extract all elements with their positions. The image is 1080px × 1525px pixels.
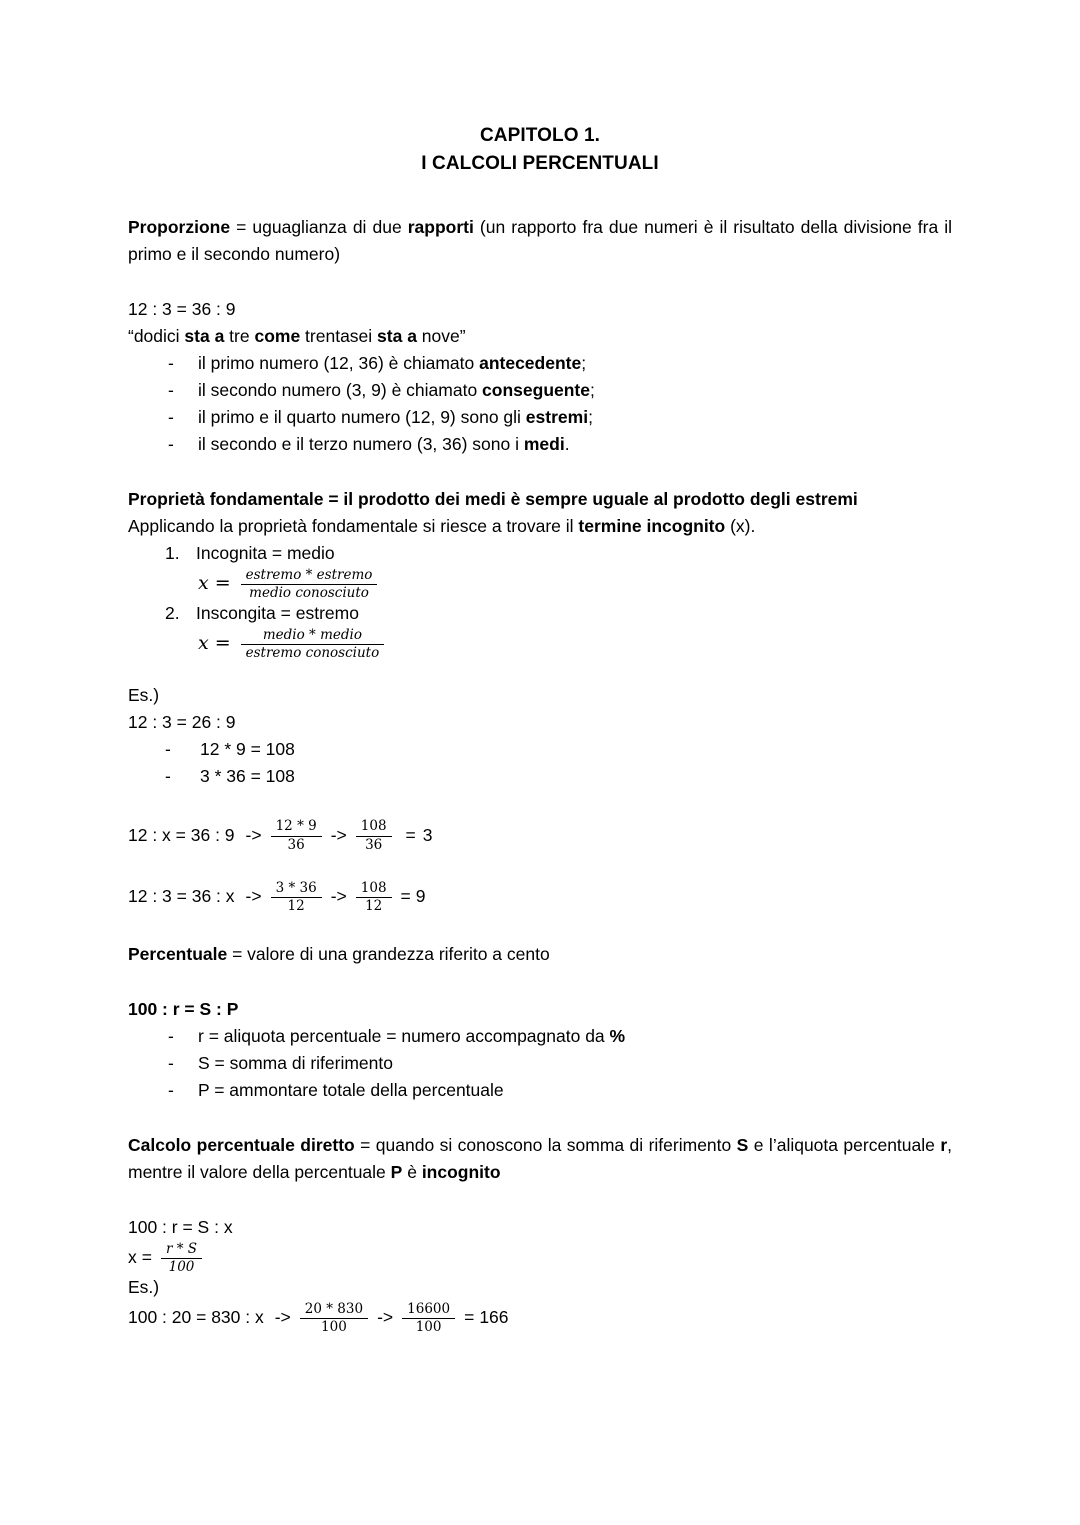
- percentuale-formula: [128, 996, 952, 1023]
- fraction-numerator: 20 * 830: [304, 1301, 364, 1318]
- spacer: [128, 178, 952, 214]
- calcolo-diretto-proportion: 100 : r = S : x: [128, 1216, 233, 1237]
- fraction-denominator: 100: [402, 1318, 455, 1335]
- spacer: [128, 790, 952, 818]
- dash-bullet-icon: -: [165, 766, 171, 787]
- list-item-text: r = aliquota percentuale = numero accompagnato da: [198, 1025, 610, 1046]
- arrow-2: ->: [330, 885, 347, 906]
- esempio1-products-list: [128, 736, 952, 790]
- spacer: [128, 660, 952, 682]
- list-item-text: il secondo numero (3, 9) è chiamato: [198, 380, 483, 400]
- fraction: [271, 819, 322, 852]
- reading-mid-2: trentasei: [300, 326, 378, 346]
- formula-variable: x: [198, 632, 209, 655]
- termine-incognito-term: termine incognito: [578, 516, 726, 536]
- list-item-text: S = somma di riferimento: [198, 1052, 393, 1073]
- proprieta-heading-text: Proprietà fondamentale = il prodotto dei medi è sempre uguale al prodotto degli estremi: [128, 489, 858, 509]
- proporzione-definition-text: = uguaglianza di due: [230, 217, 408, 237]
- fraction-denominator: 100: [161, 1258, 202, 1275]
- spacer: [128, 1104, 952, 1132]
- reading-mid-1: tre: [224, 326, 255, 346]
- worked-proportion: 100 : 20 = 830 : x: [128, 1307, 264, 1328]
- list-item-label: Inscongita = estremo: [196, 603, 359, 624]
- list-item-emphasis: medi: [523, 434, 565, 454]
- percentuale-formula-text: 100 : r = S : P: [128, 998, 239, 1019]
- reading-close: nove”: [416, 326, 466, 346]
- list-item: [128, 763, 952, 790]
- list-item-text: il primo numero (12, 36) è chiamato: [198, 353, 480, 373]
- fraction: [271, 881, 322, 914]
- spacer: [128, 458, 952, 486]
- calcolo-diretto-paragraph: [128, 1132, 952, 1186]
- spacer: [128, 852, 952, 880]
- list-item-label: Incognita = medio: [196, 543, 335, 563]
- dash-bullet-icon: -: [168, 434, 174, 454]
- calcolo-diretto-example-label: Es.): [128, 1277, 160, 1298]
- list-item-text: P = ammontare totale della percentuale: [198, 1079, 504, 1100]
- fraction: [241, 628, 385, 661]
- list-item: [128, 540, 952, 567]
- proprieta-fondamentale-heading: [128, 486, 952, 513]
- solve-estremo-proportion: 12 : 3 = 36 : x: [128, 885, 235, 906]
- proporzione-definition-paragraph: [128, 214, 952, 268]
- worked-result: 166: [479, 1307, 509, 1328]
- list-item-text: il primo e il quarto numero (12, 9) sono gli: [198, 407, 526, 427]
- chapter-title: CAPITOLO 1.: [479, 125, 601, 146]
- list-item-number: 1.: [165, 543, 180, 563]
- fraction: [300, 1302, 368, 1335]
- proporzione-example-equation: 12 : 3 = 36 : 9: [128, 299, 236, 319]
- dash-bullet-icon: -: [168, 1052, 174, 1073]
- fraction-numerator: 108: [360, 879, 387, 896]
- fraction: [161, 1242, 202, 1275]
- fraction-numerator: 16600: [407, 1301, 451, 1318]
- proprieta-intro-paragraph: [128, 513, 952, 540]
- list-item-suffix: ;: [588, 407, 593, 427]
- symbol-r: r: [940, 1134, 948, 1155]
- percentuale-definition-paragraph: [128, 941, 952, 968]
- spacer: [128, 913, 952, 941]
- dash-bullet-icon: -: [168, 1079, 174, 1100]
- solve-estremo-line: [128, 880, 952, 913]
- incognito-term: incognito: [421, 1161, 501, 1182]
- fraction-denominator: 12: [356, 897, 392, 914]
- list-item-number: 2.: [165, 603, 180, 624]
- document-content: [128, 122, 952, 1334]
- dash-bullet-icon: -: [168, 380, 174, 400]
- calcolo-diretto-worked-example: [128, 1301, 952, 1334]
- fraction-denominator: 100: [300, 1318, 368, 1335]
- reading-bold-1: sta a: [184, 326, 225, 346]
- list-item-text: 3 * 36 = 108: [200, 766, 295, 787]
- list-item-emphasis: %: [609, 1025, 626, 1046]
- percentuale-terms-list: [128, 1023, 952, 1104]
- calcolo-diretto-solution-formula: [128, 1241, 952, 1274]
- solve-medio-line: [128, 818, 952, 851]
- arrow-2: ->: [377, 1307, 394, 1328]
- calcolo-diretto-t3: , mentre il valore della percentuale: [128, 1134, 952, 1182]
- equals-sign: =: [400, 885, 411, 906]
- arrow-2: ->: [330, 824, 347, 845]
- formula-equals-sign: =: [141, 1246, 152, 1267]
- formula-incognita-medio: [128, 567, 952, 600]
- calcolo-diretto-t2: e l’aliquota percentuale: [748, 1134, 941, 1155]
- list-item-text: il secondo e il terzo numero (3, 36) sono i: [198, 434, 524, 454]
- fraction-denominator: 36: [271, 836, 322, 853]
- dash-bullet-icon: -: [168, 407, 174, 427]
- symbol-S: S: [736, 1134, 749, 1155]
- proporzione-terms-list: [128, 350, 952, 458]
- fraction-denominator: estremo conosciuto: [241, 644, 385, 661]
- fraction-numerator: r * S: [165, 1240, 198, 1257]
- list-item: [128, 431, 952, 458]
- formula-variable: x: [128, 1246, 137, 1267]
- proporzione-definition-rest: (un rapporto fra due numeri è il risultato della divisione fra il primo e il secondo numero): [128, 217, 952, 264]
- rapporti-term: rapporti: [407, 217, 474, 237]
- reading-bold-2: come: [254, 326, 301, 346]
- spacer: [128, 268, 952, 296]
- list-item: [128, 736, 952, 763]
- solve-medio-proportion: 12 : x = 36 : 9: [128, 824, 235, 845]
- fraction-denominator: 36: [356, 836, 392, 853]
- fraction: [241, 568, 378, 601]
- fraction: [356, 819, 392, 852]
- list-item-emphasis: antecedente: [479, 353, 582, 373]
- dash-bullet-icon: -: [168, 1025, 174, 1046]
- list-item: [128, 1077, 952, 1104]
- formula-variable: x: [198, 572, 209, 595]
- reading-open: “dodici: [128, 326, 185, 346]
- arrow-1: ->: [245, 885, 262, 906]
- fraction-numerator: 12 * 9: [275, 818, 317, 835]
- calcolo-diretto-term: Calcolo percentuale diretto: [128, 1134, 355, 1155]
- equals-sign: =: [405, 824, 416, 845]
- solve-estremo-result: 9: [415, 885, 426, 906]
- list-item: [128, 377, 952, 404]
- list-item-text: 12 * 9 = 108: [200, 739, 295, 760]
- fraction-denominator: 12: [271, 897, 322, 914]
- fraction-numerator: medio * medio: [262, 627, 362, 644]
- fraction: [402, 1302, 455, 1335]
- list-item-suffix: .: [564, 434, 570, 454]
- list-item: [128, 350, 952, 377]
- list-item: [128, 600, 952, 627]
- fraction-numerator: estremo * estremo: [245, 567, 373, 583]
- percentuale-term: Percentuale: [128, 943, 228, 964]
- proprieta-intro-post: (x).: [725, 516, 756, 536]
- proprieta-intro-pre: Applicando la proprietà fondamentale si riesce a trovare il: [128, 516, 579, 536]
- dash-bullet-icon: -: [168, 353, 174, 373]
- calcolo-diretto-t1: = quando si conoscono la somma di riferimento: [354, 1134, 737, 1155]
- formula-incognita-estremo: [128, 627, 952, 660]
- solve-medio-result: 3: [422, 824, 433, 845]
- percentuale-definition-text: = valore di una grandezza riferito a cento: [227, 943, 550, 964]
- dash-bullet-icon: -: [165, 739, 171, 760]
- list-item-emphasis: estremi: [525, 407, 589, 427]
- formula-equals-sign: =: [214, 632, 231, 655]
- spacer: [128, 968, 952, 996]
- spacer: [128, 1186, 952, 1214]
- fraction-denominator: medio conosciuto: [241, 584, 378, 601]
- arrow-1: ->: [274, 1307, 291, 1328]
- reading-bold-3: sta a: [377, 326, 417, 346]
- list-item-suffix: ;: [590, 380, 595, 400]
- fraction: [356, 881, 392, 914]
- equals-sign: =: [464, 1307, 475, 1328]
- chapter-subtitle: I CALCOLI PERCENTUALI: [421, 153, 659, 174]
- fraction-numerator: 108: [360, 818, 387, 835]
- list-item: [128, 1023, 952, 1050]
- esempio1-equation: 12 : 3 = 26 : 9: [128, 712, 236, 733]
- proporzione-reading-line: [128, 323, 952, 350]
- fraction-numerator: 3 * 36: [275, 879, 317, 896]
- proporzione-term: Proporzione: [128, 217, 231, 237]
- calcolo-diretto-t4: è: [402, 1161, 422, 1182]
- esempio1-label: Es.): [128, 685, 160, 706]
- list-item-emphasis: conseguente: [482, 380, 590, 400]
- list-item: [128, 1050, 952, 1077]
- formula-equals-sign: =: [214, 572, 231, 595]
- proprieta-cases-list: [128, 540, 952, 660]
- symbol-P: P: [390, 1161, 403, 1182]
- list-item: [128, 404, 952, 431]
- list-item-suffix: ;: [581, 353, 587, 373]
- arrow-1: ->: [245, 824, 262, 845]
